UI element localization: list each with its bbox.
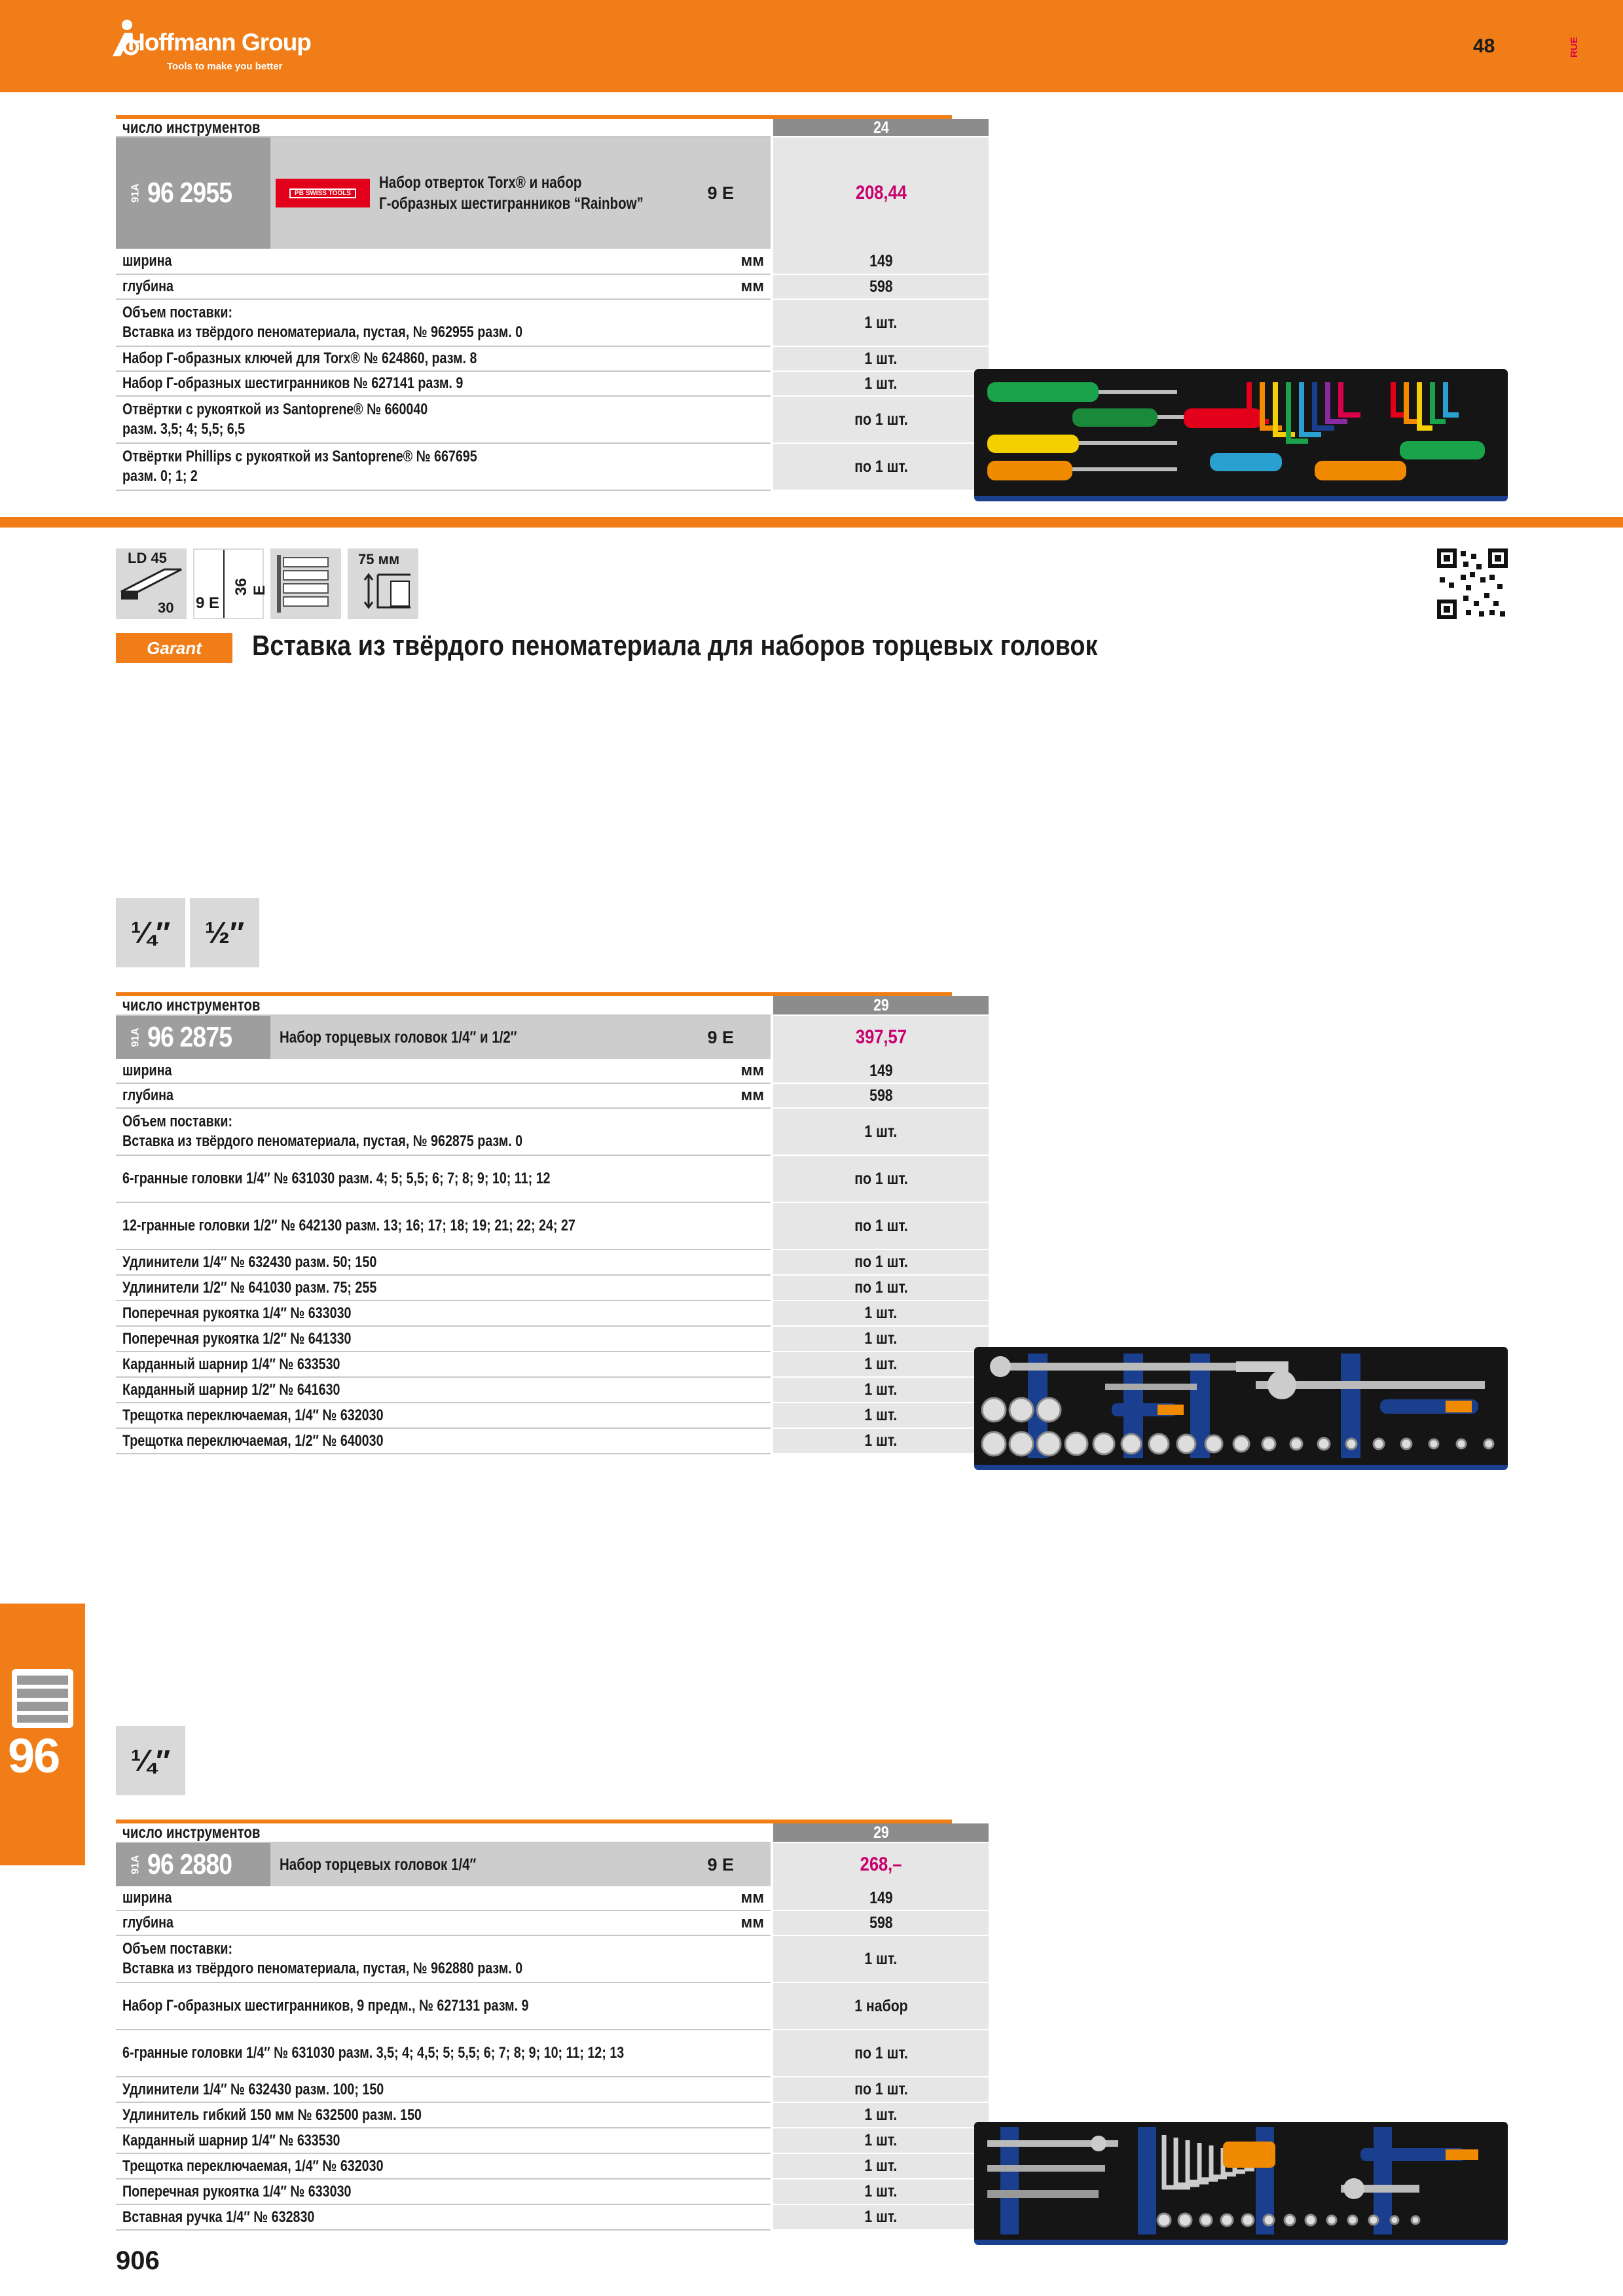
section-separator [0, 517, 1623, 528]
table-row [116, 444, 952, 491]
row-label-line2: Вставка из твёрдого пеноматериала, пустая, № 962955 разм. 0 [122, 323, 523, 341]
product-table-1 [116, 115, 952, 491]
product-price: 268,– [860, 1854, 902, 1875]
row-label: Удлинитель гибкий 150 мм № 632500 разм. 150 [122, 2106, 422, 2124]
section-title: Вставка из твёрдого пеноматериала для наборов торцевых головок [252, 630, 1098, 662]
row-value: 1 шт. [864, 2106, 898, 2124]
row-value: 1 набор [854, 1996, 908, 2015]
row-label: Поперечная рукоятка 1/2″ № 641330 [122, 1329, 352, 1348]
product-row [116, 137, 952, 249]
product-description [379, 172, 644, 214]
foam-insert-image-socket-set [974, 1347, 1508, 1470]
qr-code-icon[interactable] [1437, 548, 1508, 619]
row-value: по 1 шт. [854, 2043, 908, 2062]
row-label: Отвёртки с рукояткой из Santoprene® № 660040 [122, 401, 428, 418]
product-number-block [116, 137, 270, 249]
row-label-line2: разм. 0; 1; 2 [122, 467, 198, 485]
table-row [116, 1429, 952, 1454]
product-e-units: 9 E [707, 1027, 734, 1047]
table-row [116, 1109, 952, 1156]
table-row [116, 249, 952, 275]
socket-set-illustration [974, 1347, 1508, 1465]
product-number-block [116, 1016, 270, 1059]
table-row [116, 1203, 952, 1250]
table-row [116, 1983, 952, 2030]
quarter-socket-set-illustration [974, 2122, 1508, 2240]
row-label: 6-гранные головки 1/4″ № 631030 разм. 4; 5; 5,5; 6; 7; 8; 9; 10; 11; 12 [122, 1170, 551, 1187]
table-row [116, 1276, 952, 1301]
row-value: 1 шт. [864, 2157, 898, 2175]
table-row [116, 300, 952, 347]
row-label: Вставная ручка 1/4″ № 632830 [122, 2208, 315, 2226]
row-label: Объем поставки: [122, 1940, 233, 1958]
table-row [116, 2103, 952, 2128]
screwdriver-set-illustration [974, 369, 1508, 496]
row-value: 598 [869, 1913, 893, 1932]
table-row [116, 1301, 952, 1327]
table-row [116, 2077, 952, 2103]
row-unit: мм [740, 1086, 764, 1104]
row-value: 598 [869, 1086, 893, 1105]
foam-insert-image-screwdrivers [974, 369, 1508, 501]
row-label: Карданный шарнир 1/4″ № 633530 [122, 2131, 340, 2149]
row-label: Набор Г-образных шестигранников № 627141 разм. 9 [122, 374, 464, 392]
table-row [116, 1936, 952, 1983]
tool-count-label: число инструментов [122, 996, 261, 1014]
tool-count-label: число инструментов [122, 118, 261, 137]
table-row [116, 2154, 952, 2179]
product-row [116, 1016, 952, 1059]
row-label: Поперечная рукоятка 1/4″ № 633030 [122, 1304, 352, 1322]
product-description: Набор торцевых головок 1/4″ и 1/2″ [280, 1028, 517, 1047]
row-value: 1 шт. [864, 1406, 898, 1424]
table-row [116, 2205, 952, 2231]
product-description-line2: Г-образных шестигранников “Rainbow” [379, 194, 644, 213]
product-prefix: 91A [130, 183, 141, 203]
language-code: RUE [1569, 37, 1580, 58]
table-row [116, 1059, 952, 1084]
row-value: 1 шт. [864, 1431, 898, 1450]
drawer-cabinet-icon [270, 548, 341, 619]
row-value: 1 шт. [864, 1329, 898, 1348]
tool-count-label: число инструментов [122, 1823, 261, 1842]
row-value: 149 [869, 1888, 893, 1907]
row-value: 1 шт. [864, 2182, 898, 2200]
row-label: Карданный шарнир 1/4″ № 633530 [122, 1355, 340, 1373]
row-value: 1 шт. [864, 313, 898, 332]
pb-logo-text: PB SWISS TOOLS [289, 188, 356, 198]
product-number-block [116, 1843, 270, 1886]
garant-logo-text: Garant [147, 637, 202, 658]
product-number: 96 2880 [147, 1848, 232, 1880]
brand-name: Hoffmann Group [128, 29, 311, 56]
product-number: 96 2955 [147, 177, 232, 209]
row-value: по 1 шт. [854, 1169, 908, 1188]
row-label: Трещотка переключаемая, 1/4″ № 632030 [122, 2157, 384, 2175]
product-price: 208,44 [855, 182, 907, 204]
row-value: 1 шт. [864, 2208, 898, 2226]
product-table-3 [116, 1820, 952, 2231]
row-value: 149 [869, 1061, 893, 1080]
page-number-top: 48 [1473, 35, 1495, 57]
table-row [116, 2179, 952, 2205]
row-label: Удлинители 1/4″ № 632430 разм. 50; 150 [122, 1253, 377, 1271]
table-row [116, 1403, 952, 1429]
table-row [116, 1156, 952, 1203]
page-number-bottom: 906 [116, 2246, 160, 2275]
table-row [116, 1352, 952, 1378]
row-label: ширина [122, 1062, 172, 1079]
e9-text: 9 E [196, 594, 220, 612]
tool-count-row [116, 119, 952, 137]
row-value: по 1 шт. [854, 1278, 908, 1297]
row-label: Карданный шарнир 1/2″ № 641630 [122, 1380, 340, 1399]
table-row [116, 275, 952, 300]
size-tab-quarter: ¼″ [116, 898, 185, 967]
product-table-2 [116, 992, 952, 1454]
row-unit: мм [740, 1062, 764, 1079]
load-capacity-text: LD 45 [128, 550, 167, 566]
row-label: ширина [122, 1889, 172, 1907]
row-unit: мм [740, 1914, 764, 1931]
row-unit: мм [740, 278, 764, 295]
row-label-line2: Вставка из твёрдого пеноматериала, пустая, № 962875 разм. 0 [122, 1132, 523, 1150]
table-row [116, 2030, 952, 2077]
product-description: Набор торцевых головок 1/4″ [280, 1856, 477, 1874]
table-row [116, 1250, 952, 1276]
row-unit: мм [740, 252, 764, 270]
tool-count-value: 24 [873, 118, 889, 137]
table-row [116, 1378, 952, 1403]
row-value: 1 шт. [864, 1949, 898, 1968]
row-value: по 1 шт. [854, 2080, 908, 2098]
product-prefix: 91A [130, 1855, 141, 1874]
row-label-line2: Вставка из твёрдого пеноматериала, пустая, № 962880 разм. 0 [122, 1960, 523, 1977]
row-label: глубина [122, 1086, 173, 1104]
row-label: Набор Г-образных шестигранников, 9 предм., № 627131 разм. 9 [122, 1997, 529, 2015]
row-label: ширина [122, 252, 172, 270]
e36-text: 36 E [232, 578, 268, 596]
product-row [116, 1843, 952, 1886]
row-label: Поперечная рукоятка 1/4″ № 633030 [122, 2182, 352, 2200]
load-capacity-icon [116, 548, 187, 619]
drawer-height-text: 75 мм [358, 551, 400, 567]
product-description-line1: Набор отверток Torx® и набор [379, 173, 582, 192]
row-label: 12-гранные головки 1/2″ № 642130 разм. 13; 16; 17; 18; 19; 21; 22; 24; 27 [122, 1217, 575, 1234]
pb-swiss-tools-logo [276, 179, 370, 207]
table-row [116, 397, 952, 444]
foam-insert-image-quarter-socket-set [974, 2122, 1508, 2245]
row-label: Трещотка переключаемая, 1/4″ № 632030 [122, 1406, 384, 1424]
table-row [116, 347, 952, 372]
row-value: 598 [869, 277, 893, 296]
row-label: 6-гранные головки 1/4″ № 631030 разм. 3,5; 4; 4,5; 5; 5,5; 6; 7; 8; 9; 10; 11; 12; 13 [122, 2044, 625, 2062]
tool-count-row [116, 1823, 952, 1843]
row-unit: мм [740, 1889, 764, 1907]
row-label: Удлинители 1/2″ № 641030 разм. 75; 255 [122, 1278, 377, 1297]
chapter-number: 96 [8, 1729, 60, 1783]
row-value: по 1 шт. [854, 410, 908, 429]
row-value: 1 шт. [864, 1122, 898, 1141]
row-label-line2: разм. 3,5; 4; 5,5; 6,5 [122, 420, 246, 438]
row-value: 1 шт. [864, 1304, 898, 1322]
row-value: по 1 шт. [854, 1253, 908, 1271]
drawer-height-icon [348, 548, 418, 619]
brand-tagline: Tools to make you better [167, 61, 283, 72]
row-value: 1 шт. [864, 2131, 898, 2149]
row-value: 149 [869, 251, 893, 270]
row-value: 1 шт. [864, 1355, 898, 1373]
row-value: по 1 шт. [854, 1216, 908, 1235]
row-label: глубина [122, 1914, 173, 1931]
table-row [116, 1886, 952, 1911]
size-tab-quarter: ¼″ [116, 1726, 185, 1795]
size-tab-half: ½″ [190, 898, 259, 967]
product-e-units: 9 E [707, 183, 734, 203]
row-label: Объем поставки: [122, 1113, 233, 1130]
tool-count-value: 29 [873, 996, 889, 1014]
product-e-units: 9 E [707, 1854, 734, 1874]
row-label: Трещотка переключаемая, 1/2″ № 640030 [122, 1431, 384, 1450]
table-row [116, 1084, 952, 1109]
shelf-icon [119, 565, 184, 605]
product-price: 397,57 [855, 1026, 907, 1048]
row-value: 1 шт. [864, 1380, 898, 1399]
product-number: 96 2875 [147, 1021, 232, 1053]
row-label: глубина [122, 278, 173, 295]
table-row [116, 2128, 952, 2154]
e-units-icon [193, 548, 268, 619]
row-label: Объем поставки: [122, 304, 233, 321]
garant-logo [116, 633, 232, 663]
row-label: Набор Г-образных ключей для Torx® № 624860, разм. 8 [122, 350, 477, 367]
table-row [116, 372, 952, 397]
row-value: 1 шт. [864, 374, 898, 393]
row-label: Удлинители 1/4″ № 632430 разм. 100; 150 [122, 2080, 384, 2098]
table-row [116, 1911, 952, 1936]
tool-count-row [116, 996, 952, 1016]
tool-count-value: 29 [873, 1823, 889, 1842]
row-value: по 1 шт. [854, 457, 908, 476]
table-row [116, 1327, 952, 1352]
row-label: Отвёртки Phillips с рукояткой из Santoprene® № 667695 [122, 448, 477, 465]
product-prefix: 91A [130, 1028, 141, 1047]
load-depth-text: 30 [158, 600, 174, 616]
row-value: 1 шт. [864, 349, 898, 368]
